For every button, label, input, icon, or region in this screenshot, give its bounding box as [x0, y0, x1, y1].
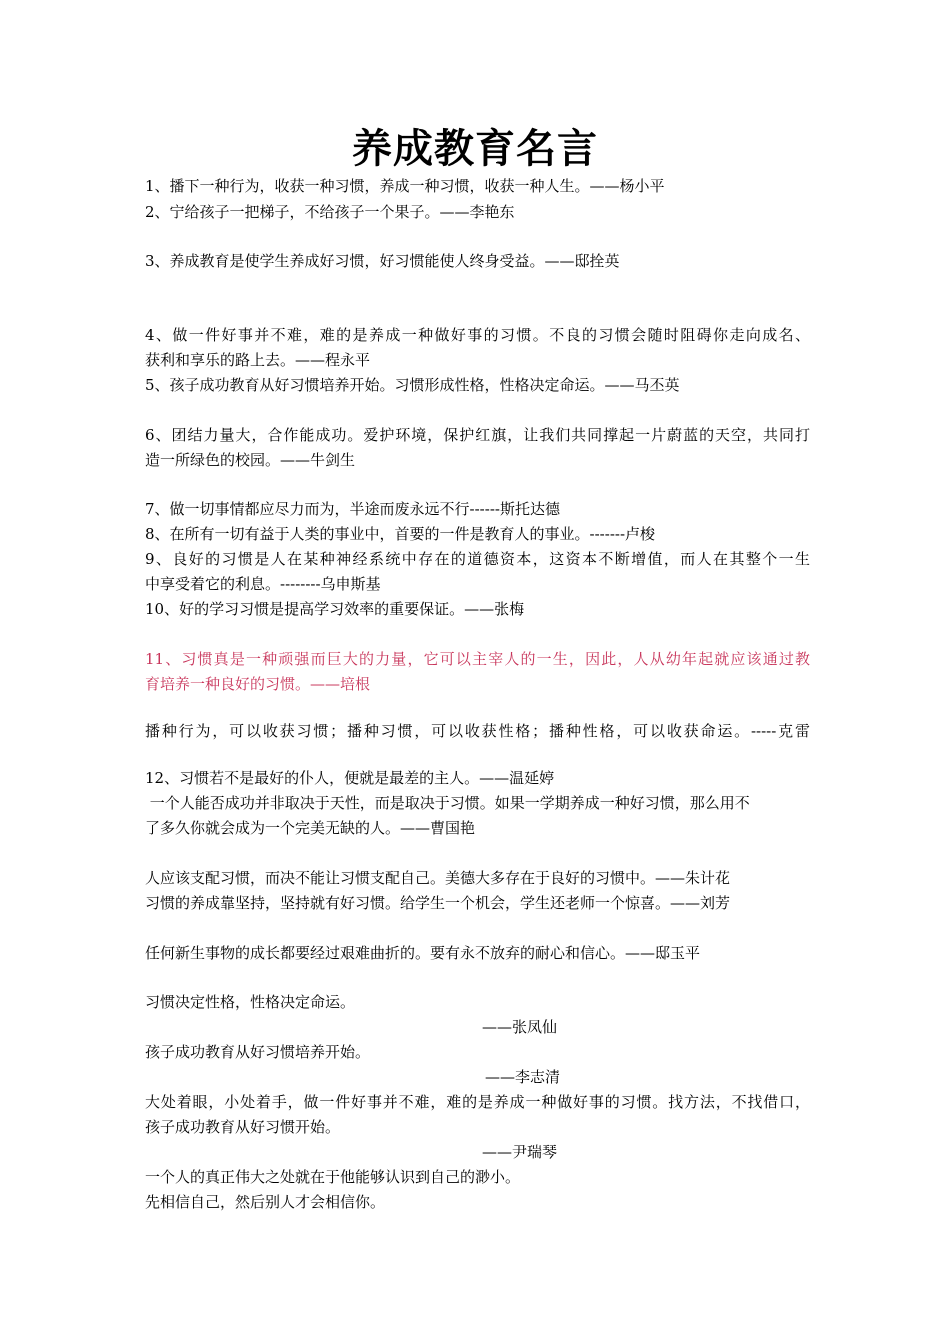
- quote-11-line-1: 11、习惯真是一种顽强而巨大的力量，它可以主宰人的一生，因此，人从幼年起就应该通过教: [145, 650, 810, 668]
- quote-15: 习惯的养成靠坚持，坚持就有好习惯。给学生一个机会，学生还老师一个惊喜。——刘芳: [145, 894, 731, 912]
- quote-1: 1、播下一种行为，收获一种习惯，养成一种习惯，收获一种人生。——杨小平: [145, 177, 665, 195]
- quote-18: 孩子成功教育从好习惯培养开始。: [145, 1043, 371, 1061]
- quote-13-line-2: 了多久你就会成为一个完美无缺的人。——曹国艳: [145, 819, 476, 837]
- quote-16: 任何新生事物的成长都要经过艰难曲折的。要有永不放弃的耐心和信心。——邸玉平: [145, 944, 701, 962]
- quote-4-line-1: 4、做一件好事并不难，难的是养成一种做好事的习惯。不良的习惯会随时阻碍你走向成名、: [145, 326, 810, 344]
- quote-9-line-1: 9、良好的习惯是人在某种神经系统中存在的道德资本，这资本不断增值，而人在其整个一生: [145, 550, 810, 568]
- quote-14: 人应该支配习惯，而决不能让习惯支配自己。美德大多存在于良好的习惯中。——朱计花: [145, 869, 731, 887]
- quote-21: 先相信自己，然后别人才会相信你。: [145, 1193, 386, 1211]
- quote-12: 12、习惯若不是最好的仆人，便就是最差的主人。——温延婷: [145, 769, 555, 787]
- quote-11-line-2: 育培养一种良好的习惯。——培根: [145, 675, 371, 693]
- quote-7: 7、做一切事情都应尽力而为，半途而废永远不行------斯托达德: [145, 500, 560, 518]
- quote-8: 8、在所有一切有益于人类的事业中，首要的一件是教育人的事业。-------卢梭: [145, 525, 656, 543]
- attribution-3: ——尹瑞琴: [482, 1143, 558, 1161]
- quote-2: 2、宁给孩子一把梯子，不给孩子一个果子。——李艳东: [145, 203, 515, 221]
- quote-19-line-2: 孩子成功教育从好习惯开始。: [145, 1118, 341, 1136]
- quote-6-line-2: 造一所绿色的校园。——牛剑生: [145, 451, 356, 469]
- quote-10: 10、好的学习习惯是提高学习效率的重要保证。——张梅: [145, 600, 525, 618]
- attribution-1: ——张凤仙: [482, 1018, 558, 1036]
- quote-unnumbered-1: 播种行为，可以收获习惯；播种习惯，可以收获性格；播种性格，可以收获命运。-----克雷: [145, 722, 810, 740]
- quote-5: 5、孩子成功教育从好习惯培养开始。习惯形成性格，性格决定命运。——马丕英: [145, 376, 680, 394]
- quote-13-line-1: 一个人能否成功并非取决于天性，而是取决于习惯。如果一学期养成一种好习惯，那么用不: [145, 794, 750, 812]
- quote-19-line-1: 大处着眼，小处着手，做一件好事并不难，难的是养成一种做好事的习惯。找方法，不找借口，: [145, 1093, 810, 1111]
- quote-17: 习惯决定性格，性格决定命运。: [145, 993, 356, 1011]
- quote-4-line-2: 获利和享乐的路上去。——程永平: [145, 351, 371, 369]
- quote-3: 3、养成教育是使学生养成好习惯，好习惯能使人终身受益。——邸拴英: [145, 252, 620, 270]
- quote-20: 一个人的真正伟大之处就在于他能够认识到自己的渺小。: [145, 1168, 521, 1186]
- page-title: 养成教育名言: [352, 126, 598, 172]
- quote-6-line-1: 6、团结力量大，合作能成功。爱护环境，保护红旗，让我们共同撑起一片蔚蓝的天空，共同打: [145, 426, 810, 444]
- quote-9-line-2: 中享受着它的利息。--------乌申斯基: [145, 575, 381, 593]
- attribution-2: ——李志清: [485, 1068, 561, 1086]
